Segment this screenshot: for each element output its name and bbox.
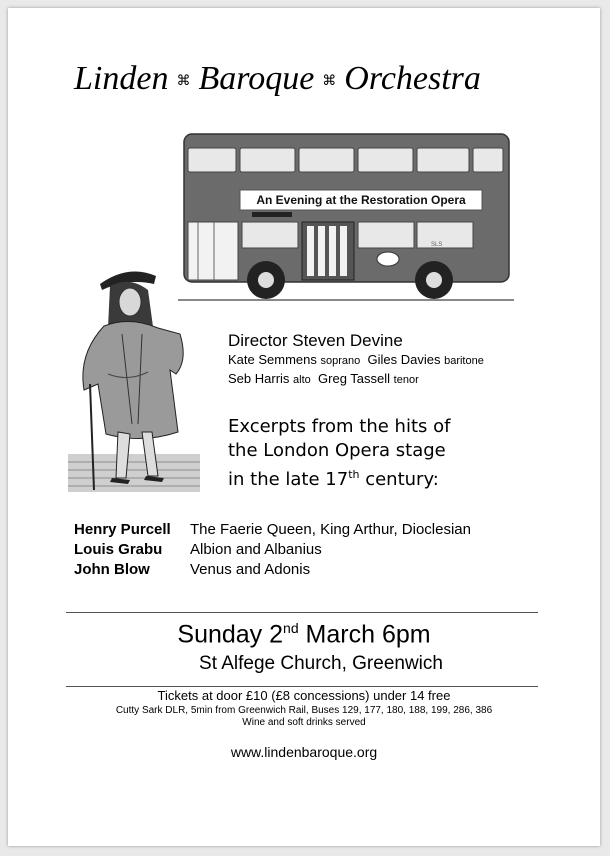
composer-name: Louis Grabu	[74, 541, 163, 558]
title-linden: Linden	[74, 60, 169, 97]
bus-banner-text: An Evening at the Restoration Opera	[256, 193, 466, 207]
excerpts-line-1: Excerpts from the hits of	[228, 416, 451, 437]
transport-info: Cutty Sark DLR, 5min from Greenwich Rail, Buses 129, 177, 180, 188, 199, 286, 386	[115, 705, 493, 716]
excerpts-line-3: in the late 17th century:	[228, 468, 439, 490]
director-line: Director Steven Devine	[228, 331, 403, 350]
composer-works: Albion and Albanius	[190, 541, 322, 558]
divider-bottom	[66, 686, 538, 687]
voice-type: soprano	[320, 355, 361, 367]
voice-type: baritone	[444, 355, 484, 367]
bus-illustration	[176, 132, 516, 302]
singer-name: Greg Tassell	[318, 371, 391, 386]
composer-name: Henry Purcell	[74, 521, 171, 538]
singer-name: Giles Davies	[367, 352, 441, 367]
drinks-info: Wine and soft drinks served	[242, 717, 366, 728]
composer-list	[74, 520, 471, 580]
voice-type: tenor	[393, 374, 419, 386]
bus-plate: SLS	[431, 242, 443, 248]
voice-type: alto	[293, 374, 311, 386]
title-separator-2: ⌘	[322, 73, 337, 89]
baroque-figure-illustration	[68, 264, 200, 496]
composer-name: John Blow	[74, 561, 150, 578]
cast-row-1	[228, 352, 484, 367]
title-orchestra: Orchestra	[344, 60, 481, 97]
title-separator-1: ⌘	[176, 73, 191, 89]
concert-poster	[8, 8, 600, 846]
composer-works: The Faerie Queen, King Arthur, Dioclesian	[190, 521, 471, 538]
concert-venue: St Alfege Church, Greenwich	[199, 653, 443, 674]
concert-date: Sunday 2nd March 6pm	[177, 620, 431, 649]
composer-works: Venus and Adonis	[190, 561, 311, 578]
composer-row	[74, 520, 471, 540]
title-baroque: Baroque	[198, 60, 315, 97]
website-link[interactable]: www.lindenbaroque.org	[230, 744, 378, 760]
composer-row	[74, 540, 471, 560]
excerpts-line-2: the London Opera stage	[228, 440, 446, 461]
composer-row	[74, 560, 471, 580]
divider-top	[66, 612, 538, 613]
excerpts-heading	[228, 415, 450, 492]
singer-name: Seb Harris	[228, 371, 290, 386]
cast-row-2	[228, 371, 419, 386]
poster-title	[74, 60, 481, 98]
singer-name: Kate Semmens	[228, 352, 317, 367]
ticket-info: Tickets at door £10 (£8 concessions) under 14 free	[157, 688, 451, 703]
